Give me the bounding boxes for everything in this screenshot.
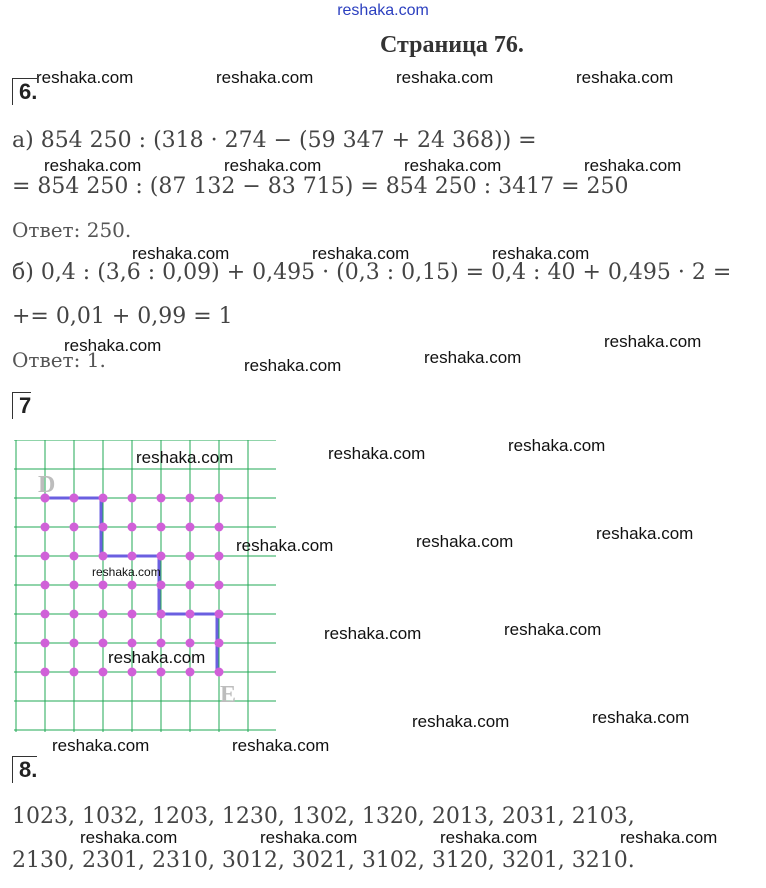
watermark: reshaka.com — [36, 68, 134, 87]
grid-dot — [157, 668, 166, 677]
watermark: reshaka.com — [64, 336, 162, 355]
task8-line2: 2130, 2301, 2310, 3012, 3021, 3102, 3120, 3201, 3210. — [12, 848, 635, 873]
watermark: reshaka.com — [576, 68, 674, 87]
grid-dot — [157, 494, 166, 503]
grid-dot — [70, 581, 79, 590]
grid-dot — [186, 494, 195, 503]
watermark: reshaka.com — [224, 156, 322, 175]
grid-dot — [70, 610, 79, 619]
grid-dot — [128, 494, 137, 503]
grid-dot — [70, 494, 79, 503]
watermark: reshaka.com — [584, 156, 682, 175]
watermark: reshaka.com — [396, 68, 494, 87]
watermark: reshaka.com — [508, 436, 606, 455]
grid-dot — [128, 523, 137, 532]
task8-line1: 1023, 1032, 1203, 1230, 1302, 1320, 2013, 2031, 2103, — [12, 804, 635, 829]
grid-dot — [215, 639, 224, 648]
grid-dot — [186, 610, 195, 619]
task6-line-a1: а) 854 250 : (318 · 274 − (59 347 + 24 368)) = — [12, 128, 537, 153]
watermark: reshaka.com — [52, 736, 150, 755]
grid-dot — [186, 581, 195, 590]
watermark: reshaka.com — [236, 536, 334, 555]
watermark: reshaka.com — [108, 648, 206, 667]
watermark: reshaka.com — [504, 620, 602, 639]
grid-dot — [157, 581, 166, 590]
grid-dot — [41, 581, 50, 590]
grid-dot — [70, 639, 79, 648]
grid-dot — [186, 668, 195, 677]
grid-dot — [70, 668, 79, 677]
task6-line-b2: += 0,01 + 0,99 = 1 — [12, 304, 233, 329]
watermark: reshaka.com — [416, 532, 514, 551]
grid-dot — [215, 581, 224, 590]
grid-dot — [215, 523, 224, 532]
watermark: reshaka.com — [620, 828, 718, 847]
watermark: reshaka.com — [44, 156, 142, 175]
grid-dot — [157, 610, 166, 619]
grid-dot — [157, 523, 166, 532]
watermark: reshaka.com — [404, 156, 502, 175]
watermark: reshaka.com — [440, 828, 538, 847]
grid-dot — [41, 523, 50, 532]
watermark: reshaka.com — [260, 828, 358, 847]
task6-answer-a: Ответ: 250. — [12, 218, 132, 242]
task6-number: 6. — [12, 78, 37, 105]
grid-dot — [186, 639, 195, 648]
watermark: reshaka.com — [324, 624, 422, 643]
grid-dot — [99, 494, 108, 503]
grid-dot — [99, 523, 108, 532]
grid-dot — [215, 668, 224, 677]
grid-dot — [41, 639, 50, 648]
grid-dot — [70, 523, 79, 532]
task7-grid-figure — [14, 440, 276, 732]
task6-line-a2: = 854 250 : (87 132 − 83 715) = 854 250 : 3417 = 250 — [12, 174, 629, 199]
watermark: reshaka.com — [244, 356, 342, 375]
grid-dot — [128, 610, 137, 619]
task6-line-b1: б) 0,4 : (3,6 : 0,09) + 0,495 · (0,3 : 0,15) = 0,4 : 40 + 0,495 · 2 = — [12, 260, 732, 285]
task6-answer-b: Ответ: 1. — [12, 348, 106, 372]
grid-dot — [215, 610, 224, 619]
grid-dot — [128, 668, 137, 677]
grid-dot — [99, 639, 108, 648]
grid-dot — [186, 523, 195, 532]
grid-drawing — [14, 440, 276, 732]
page-title: Страница 76. — [380, 32, 524, 58]
watermark: reshaka.com — [492, 244, 590, 263]
watermark: reshaka.com — [312, 244, 410, 263]
task8-number: 8. — [12, 756, 37, 783]
grid-dot — [70, 552, 79, 561]
watermark: reshaka.com — [232, 736, 330, 755]
grid-dot — [99, 581, 108, 590]
watermark: reshaka.com — [328, 444, 426, 463]
watermark: reshaka.com — [604, 332, 702, 351]
grid-dot — [41, 668, 50, 677]
grid-dot — [157, 552, 166, 561]
point-label-d: D — [38, 472, 56, 498]
grid-dot — [99, 552, 108, 561]
grid-dot — [215, 552, 224, 561]
grid-dot — [41, 610, 50, 619]
watermark: reshaka.com — [592, 708, 690, 727]
task7-number: 7 — [12, 392, 31, 419]
grid-dot — [128, 639, 137, 648]
grid-dot — [128, 552, 137, 561]
watermark: reshaka.com — [92, 565, 161, 579]
watermark: reshaka.com — [216, 68, 314, 87]
grid-dot — [41, 552, 50, 561]
watermark: reshaka.com — [596, 524, 694, 543]
site-link[interactable]: reshaka.com — [337, 2, 429, 19]
grid-dot — [99, 668, 108, 677]
watermark: reshaka.com — [132, 244, 230, 263]
grid-dot — [128, 581, 137, 590]
watermark: reshaka.com — [412, 712, 510, 731]
grid-dot — [157, 639, 166, 648]
grid-dot — [186, 552, 195, 561]
point-label-e: E — [220, 682, 237, 708]
watermark: reshaka.com — [136, 448, 234, 467]
watermark: reshaka.com — [424, 348, 522, 367]
grid-dot — [99, 610, 108, 619]
grid-dot — [215, 494, 224, 503]
watermark: reshaka.com — [80, 828, 178, 847]
